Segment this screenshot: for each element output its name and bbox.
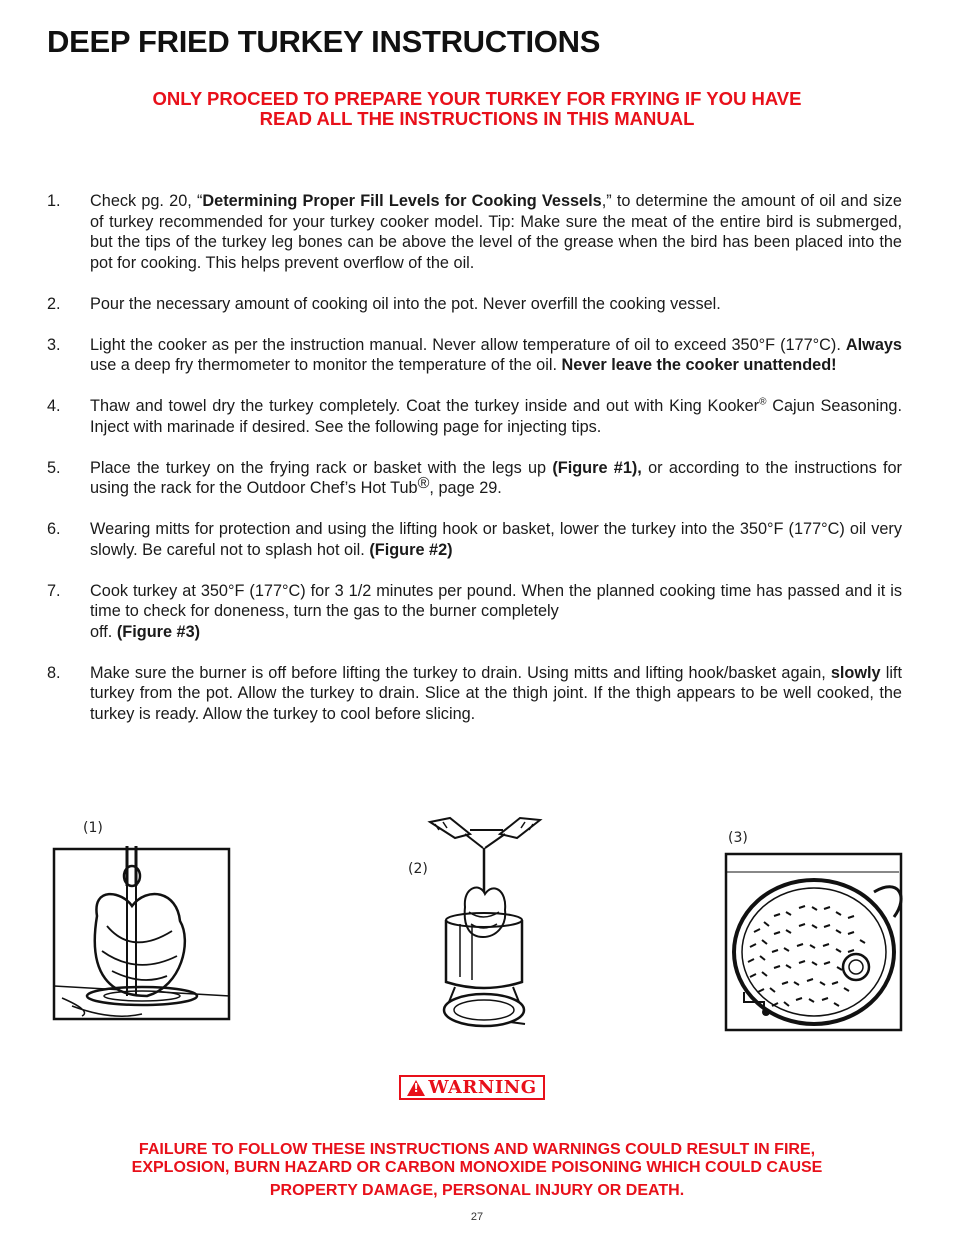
figure-2-label: (2) <box>408 861 428 877</box>
step-number: 4. <box>47 397 61 415</box>
step-text: Make sure the burner is off before lifting the turkey to drain. Using mitts and lifting hook/basket again, slowly lift turkey from the pot. Allow the turkey to drain. Slice at the thigh joint. If the thigh appears to be well cooked, the turkey is ready. Allow the turkey to cool before slicing. <box>90 663 902 723</box>
step-number: 7. <box>47 581 61 600</box>
step-number: 3. <box>47 335 61 354</box>
step-6 <box>47 519 902 560</box>
registered-mark: ® <box>759 396 767 408</box>
step-text: Light the cooker as per the instruction manual. Never allow temperature of oil to exceed 350°F (177°C). Always use a deep fry thermometer to monitor the temperature of the oil. Never leave the cooker unattended! <box>90 335 902 374</box>
instruction-steps <box>47 191 902 745</box>
read-manual-notice <box>40 89 914 129</box>
figure-1-turkey-on-rack <box>52 846 232 1022</box>
step-1 <box>47 191 902 273</box>
figure-1-label: (1) <box>83 820 103 836</box>
step-5 <box>47 458 902 499</box>
bottom-warning-text <box>40 1141 914 1200</box>
warning-line-2: EXPLOSION, BURN HAZARD OR CARBON MONOXIDE POISONING WHICH COULD CAUSE <box>131 1159 823 1176</box>
step-number: 2. <box>47 294 61 313</box>
step-text: Pour the necessary amount of cooking oil into the pot. Never overfill the cooking vessel. <box>90 294 721 313</box>
registered-mark: ® <box>417 475 430 492</box>
step-4 <box>47 396 902 437</box>
step-text: Thaw and towel dry the turkey completely. Coat the turkey inside and out with King Kooker® Cajun Seasoning. Inject with marinade if desired. See the following page for injecting tips. <box>90 396 902 436</box>
step-7 <box>47 581 902 643</box>
step-number: 6. <box>47 520 61 538</box>
step-2 <box>47 294 902 315</box>
step-text: Cook turkey at 350°F (177°C) for 3 1/2 minutes per pound. When the planned cooking time has passed and it is time to check for doneness, turn the gas to the burner completely off. (Figure #3) <box>90 581 902 641</box>
warning-triangle-icon <box>407 1080 425 1096</box>
warning-label <box>399 1075 545 1100</box>
notice-line-1: ONLY PROCEED TO PREPARE YOUR TURKEY FOR FRYING IF YOU HAVE <box>152 88 802 109</box>
warning-line-3: PROPERTY DAMAGE, PERSONAL INJURY OR DEATH. <box>269 1182 685 1199</box>
figure-3-pot-top-view <box>724 852 904 1032</box>
page-number: 27 <box>470 1211 484 1223</box>
step-number: 5. <box>47 458 61 477</box>
step-text: Check pg. 20, “Determining Proper Fill Levels for Cooking Vessels,” to determine the amount of oil and size of turkey recommended for your turkey cooker model. Tip: Make sure the meat of the entire bird is submerged, but the tips of the turkey leg bones can be above the level of the grease when the bird has been placed into the pot for cooking. This helps prevent overflow of the oil. <box>90 192 902 272</box>
step-number: 1. <box>47 192 61 210</box>
step-8 <box>47 663 902 725</box>
warning-line-1: FAILURE TO FOLLOW THESE INSTRUCTIONS AND WARNINGS COULD RESULT IN FIRE, <box>138 1141 816 1158</box>
figure-2-lowering-turkey <box>425 812 545 1034</box>
step-text: Wearing mitts for protection and using the lifting hook or basket, lower the turkey into the 350°F (177°C) oil very slowly. Be careful not to splash hot oil. (Figure #2) <box>90 520 902 559</box>
step-text: Place the turkey on the frying rack or basket with the legs up (Figure #1), or according to the instructions for using the rack for the Outdoor Chef’s Hot Tub®, page 29. <box>90 458 902 497</box>
figure-3-label: (3) <box>728 830 748 846</box>
notice-line-2: READ ALL THE INSTRUCTIONS IN THIS MANUAL <box>259 108 695 129</box>
step-number: 8. <box>47 663 61 682</box>
warning-label-text: WARNING <box>428 1077 537 1098</box>
step-3 <box>47 335 902 376</box>
page-title: DEEP FRIED TURKEY INSTRUCTIONS <box>47 24 601 59</box>
